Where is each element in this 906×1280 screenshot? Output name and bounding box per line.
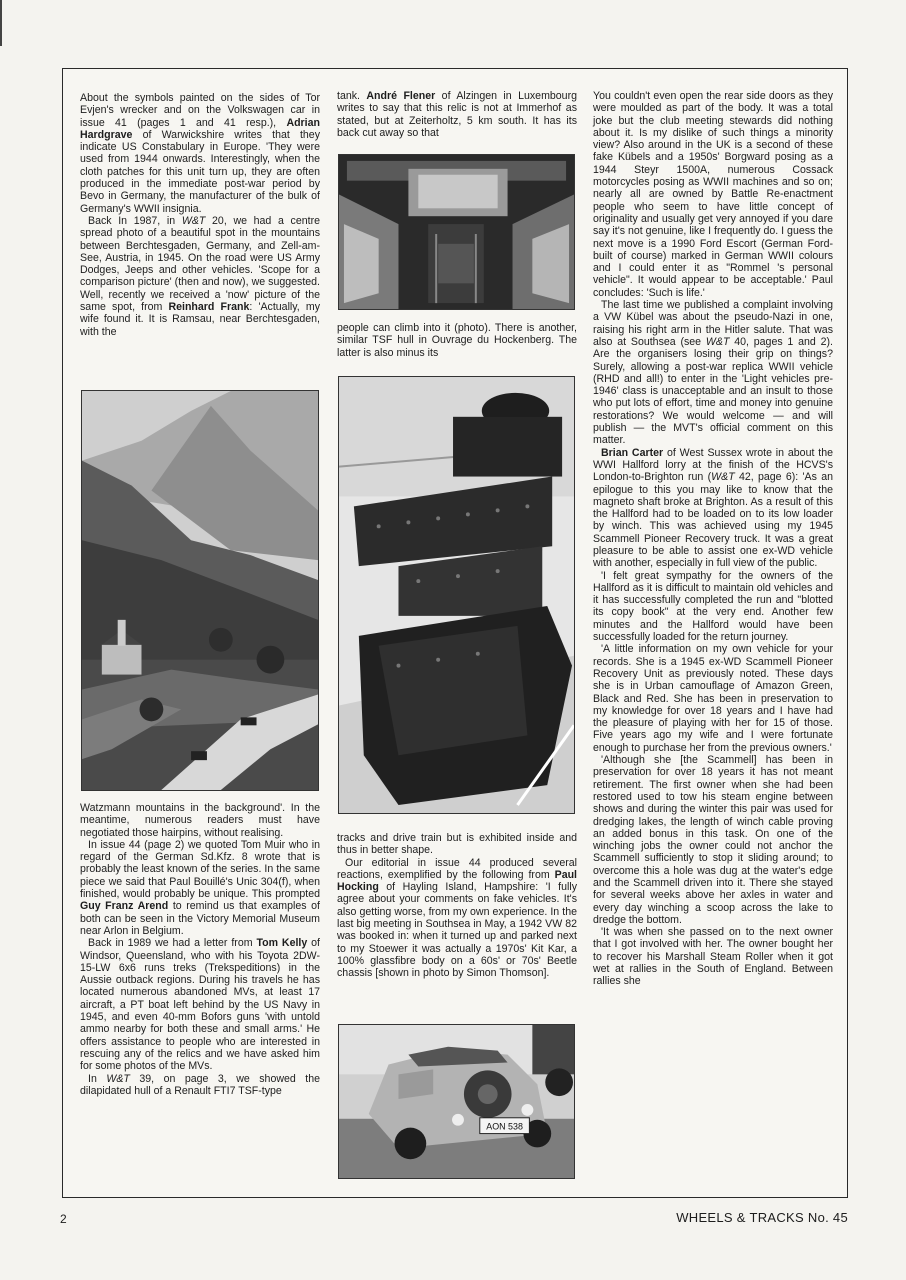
page-number: 2 — [60, 1212, 67, 1226]
paragraph-fake-kubels: You couldn't even open the rear side doors as they were moulded as part of the body. It was a total joke but the club meeting stewards did nothing about it. Is my dislike of such things a minority view? Also around in the UK is a second of these fake Kübels and a 1950s' Borgward posing as a 1944 Steyr 1500A, numerous Cossack motorcycles posing as WWII machines and so on; nearly all are owned by Battle Re-enactment people who seem to have little concept of originality and usually get very annoyed if you dare say it's not genuine, like I frequently do. I guess the next move is a 1990 Ford Escort (German Ford-built of course) marked in German WWII colours and I could enter it as "Rommel 's personal vehicle". It would appear to be acceptable.' Paul concludes: 'Such is life.' — [593, 90, 833, 299]
magazine-footer: WHEELS & TRACKS No. 45 — [676, 1210, 848, 1225]
paragraph-sdkfz: In issue 44 (page 2) we quoted Tom Muir who in regard of the German Sd.Kfz. 8 wrote that is probably the least known of the series. In the same piece we said that Paul Bouillé's Unic 304(f), when finished, would probably be unique. This prompted Guy Franz Arend to remind us that examples of both can be seen in the Victory Memorial Museum near Arlon in Belgium. — [80, 838, 320, 937]
paragraph-andre-flener: tank. André Flener of Alzingen in Luxembourg writes to say that this relic is not at Immerhof as stated, but at Zeiterholtz, 5 km south. It has its back cut away so that — [337, 90, 577, 139]
column-1-bottom — [80, 802, 320, 1097]
paragraph-insignia: About the symbols painted on the sides of Tor Evjen's wrecker and on the Volkswagen car in issue 41 (pages 1 and 41 resp.), Adrian Hardgrave of Warwickshire writes that they indicate US Constabulary in Europe. 'They were used from 1944 onwards. Interestingly, when the cloth patches for this unit turn up, they are often produced in the immediate post-war period by Bevo in Germany, the manufacturer of the bulk of Germany's WWII insignia. — [80, 92, 320, 215]
tank-hull-interior-photo — [338, 154, 575, 310]
paragraph-hallford: 'I felt great sympathy for the owners of the Hallford as it is difficult to maintain old vehicles and it has successfully completed the run and "blotted its copy book" at the very end. Another few minutes and the Hallford would have been successfully loaded for the return journey. — [593, 569, 833, 644]
vw-kubel-car-photo — [338, 1024, 575, 1179]
paragraph-renault: In W&T 39, on page 3, we showed the dilapidated hull of a Renault FTI7 TSF-type — [80, 1072, 320, 1097]
renault-ft17-tank-photo — [338, 376, 575, 814]
scan-edge-mark — [0, 0, 2, 46]
mountain-road-photo — [81, 390, 319, 791]
licence-plate-text: AON 538 — [486, 1121, 523, 1132]
paragraph-paul-hocking: Our editorial in issue 44 produced several reactions, exemplified by the following from Paul Hocking of Hayling Island, Hampshire: 'I fully agree about your comments on fake vehicles. It's also getting worse, from my own experience. In the last big meeting in Southsea in May, a 1942 VW 82 was booked in: when it turned up and parked next to my Stoewer it was actually a 1970s' Kit Kar, a 100% glassfibre body on a 60s' or 70s' Beetle chassis [shown in photo by Simon Thomson]. — [337, 856, 577, 980]
paragraph-tom-kelly: Back in 1989 we had a letter from Tom Kelly of Windsor, Queensland, who with his Toyota 2DW-15-LW 6x6 runs treks (Trekspeditions) in the Aussie outback regions. During his travels he has located numerous abandoned MVs, at least 17 aircraft, a PT boat left behind by the US Navy in 1945, and even 40-mm Bofors guns 'with untold ammo nearby for both these and small arms.' He offers assistance to people who are interested in rescuing any of the relics and we have asked him for some photos of the MVs. — [80, 937, 321, 1073]
column-2-bottom — [337, 832, 577, 980]
column-1-top — [80, 92, 320, 338]
paragraph-berchtesgaden: Back In 1987, in W&T 20, we had a centre spread photo of a beautiful spot in the mountains between Berchtesgaden, Germany, and Zell-am-See, Austria, in 1945. On the road were US Army Dodges, Jeeps and other vehicles. 'Scope for a comparison picture' (then and now), we suggested. Well, recently we received a 'now' picture of the same spot, from Reinhard Frank: 'Actually, my wife found it. It is Ramsau, near Berchtesgaden, with the — [80, 214, 320, 338]
column-3 — [593, 90, 833, 988]
paragraph-scammell-info: 'A little information on my own vehicle for your records. She is a 1945 ex-WD Scammell Pioneer Recovery Unit as previously noted. These days she is in Urban camouflage of Amazon Green, Black and Red. She has been in preservation to my knowledge for over 18 years and I have had the pleasure of playing with her for 15 of those. Five years ago my wife and I were fortunate enough to purchase her from the previous owners.' — [593, 643, 833, 754]
column-2-top — [337, 90, 577, 139]
paragraph-scammell-preservation: 'Although she [the Scammell] has been in preservation for over 18 years it has not meant retirement. The first owner when she had been restored used to tow his steam engine between shows and during the winter this pair was used for dredging lakes, the length of winch cable proving an added bonus in this task. On one of the winching jobs the owner could not anchor the Scammell sufficiently to stop it sliding around; to overcome this a hole was dug at the water's edge and the Scammell driven into it. There she stayed for several weeks above her axles in water and every day winching a scoop across the lake to dredge the bottom. — [593, 754, 833, 926]
paragraph-tsf-hull: people can climb into it (photo). There is another, similar TSF hull in Ouvrage du Hockenberg. The latter is also minus its — [337, 322, 577, 359]
paragraph-next-owner: 'It was when she passed on to the next owner that I got involved with her. The owner bought her to recover his Marshall Steam Roller when it got wet at rallies in the South of England. Between rallies she — [593, 926, 833, 988]
column-2-middle — [337, 322, 577, 359]
paragraph-drive-train: tracks and drive train but is exhibited inside and thus in better shape. — [337, 832, 577, 857]
paragraph-watzmann: Watzmann mountains in the background'. In the meantime, numerous readers must have negotiated those hairpins, without realising. — [80, 802, 320, 839]
paragraph-brian-carter: Brian Carter of West Sussex wrote in about the WWI Hallford lorry at the finish of the HCVS's London-to-Brighton run (W&T 42, page 6): 'As an epilogue to this you may like to know that the magneto shaft broke at Brighton. As a result of this the Hallford had to be loaded on to its low loader by winch. This was achieved using my 1945 Scammell Pioneer Recovery truck. It was a great pleasure to be able to assist one ex-WD vehicle with another, especially in full view of the public. — [593, 446, 833, 570]
paragraph-southsea: The last time we published a complaint involving a VW Kübel was about the pseudo-Nazi in one, raising his right arm in the Hitler salute. That was also at Southsea (see W&T 40, pages 1 and 2). Are the organisers losing their grip on things? Surely, allowing a post-war replica WWII vehicle (RHD and all!) to enter in the 'Light vehicles pre-1946' class is unacceptable and an insult to those who put lots of effort, time and money into genuine restorations? We would welcome — and will publish — the MVT's official comment on this matter. — [593, 299, 833, 447]
